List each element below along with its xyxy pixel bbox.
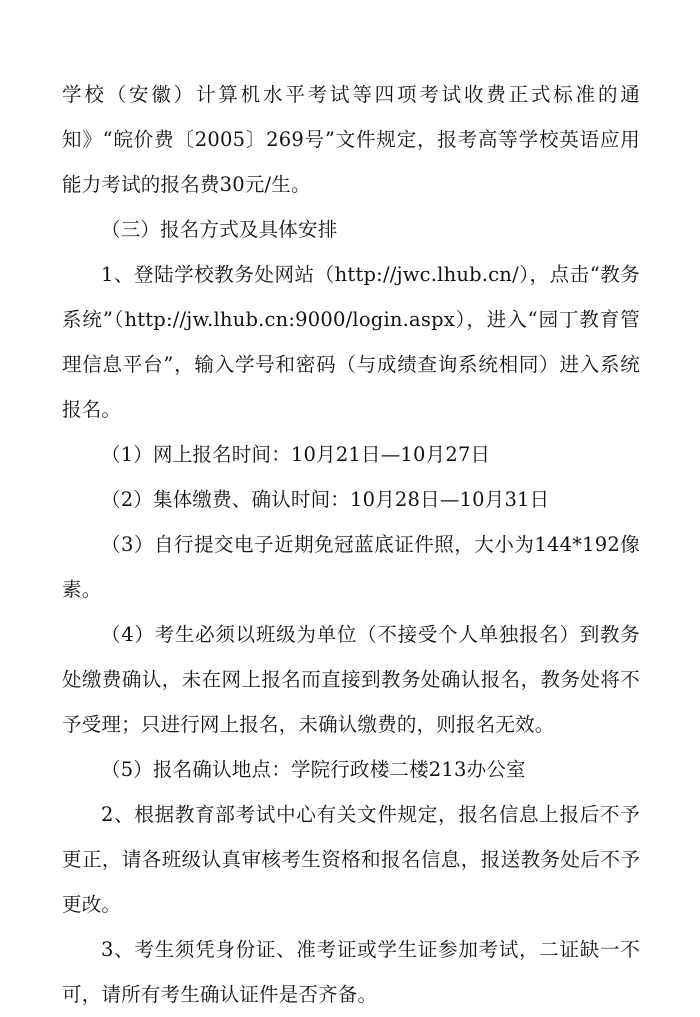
paragraph-section-three-heading: （三）报名方式及具体安排 <box>101 218 338 241</box>
paragraph-item-2-no-correction: 2、根据教育部考试中心有关文件规定，报名信息上报后不予更正，请各班级认真审核考生资格和报名信息，报送教务处后不予更改。 <box>62 803 640 916</box>
paragraph-item-1-login: 1、登陆学校教务处网站（http://jwc.lhub.cn/），点击“教务系统”（http://jw.lhub.cn:9000/login.aspx），进入“园丁教育管理信息平台”，输入学号和密码（与成绩查询系统相同）进入系统报名。 <box>62 263 640 421</box>
paragraph-continuation-fee: 学校（安徽）计算机水平考试等四项考试收费正式标准的通知》“皖价费〔2005〕269号”文件规定，报考高等学校英语应用能力考试的报名费30元/生。 <box>62 83 640 196</box>
paragraph-item-1-4-class-unit: （4）考生必须以班级为单位（不接受个人单独报名）到教务处缴费确认，未在网上报名而直接到教务处确认报名，教务处将不予受理；只进行网上报名，未确认缴费的，则报名无效。 <box>62 623 640 736</box>
paragraph-item-1-1-online-time: （1）网上报名时间：10月21日—10月27日 <box>101 443 491 466</box>
paragraph-item-3-id-required: 3、考生须凭身份证、准考证或学生证参加考试，二证缺一不可，请所有考生确认证件是否齐备。 <box>62 938 640 1006</box>
paragraph-item-1-5-location: （5）报名确认地点：学院行政楼二楼213办公室 <box>101 758 526 781</box>
paragraph-item-1-3-photo: （3）自行提交电子近期免冠蓝底证件照，大小为144*192像素。 <box>62 533 640 601</box>
paragraph-item-1-2-payment-time: （2）集体缴费、确认时间：10月28日—10月31日 <box>101 488 550 511</box>
document-body <box>62 72 640 1017</box>
